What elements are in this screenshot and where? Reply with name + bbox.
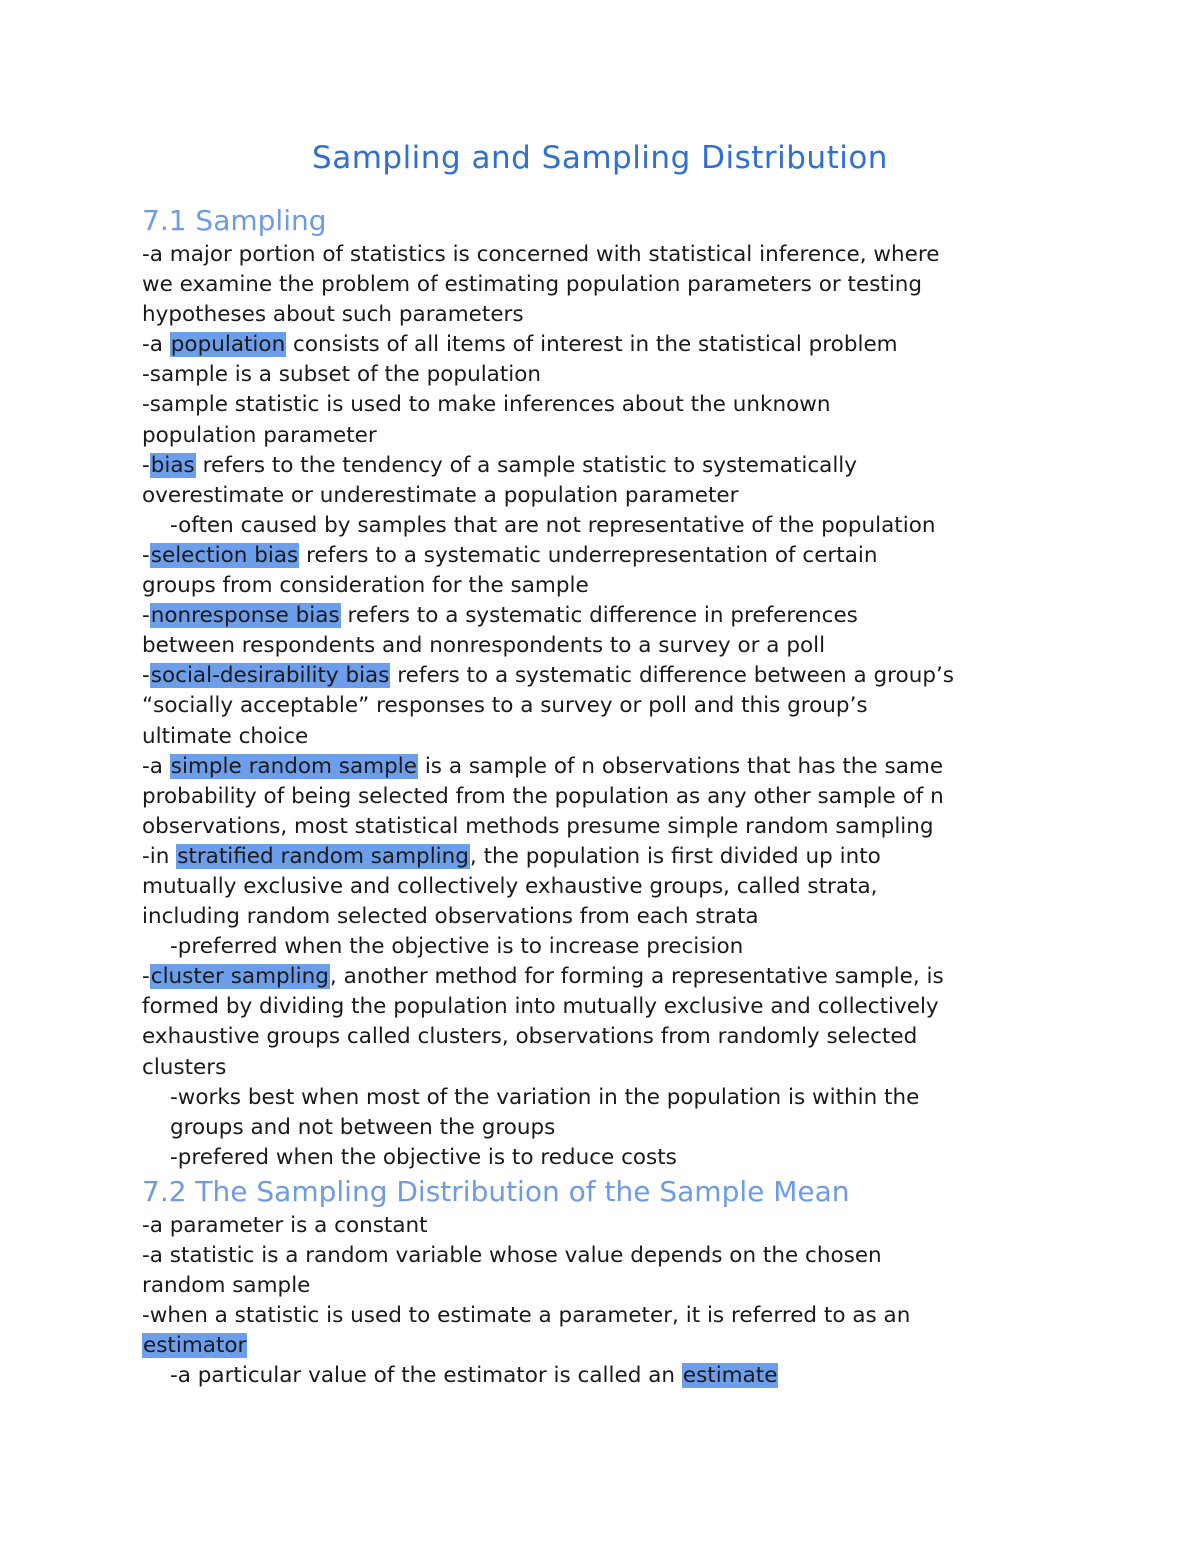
- text-line: -sample statistic is used to make inferences about the unknown: [142, 392, 831, 418]
- text-line: [142, 451, 1072, 481]
- text-line-indented: -often caused by samples that are not representative of the population: [170, 512, 936, 538]
- text-line: between respondents and nonrespondents to a survey or a poll: [142, 633, 826, 659]
- text-line: groups from consideration for the sample: [142, 573, 589, 599]
- text-line: ultimate choice: [142, 723, 309, 749]
- text-fragment: consists of all items of interest in the statistical problem: [286, 332, 898, 358]
- text-line-indented: -works best when most of the variation in the population is within the: [170, 1084, 920, 1110]
- text-line: -a parameter is a constant: [142, 1212, 428, 1238]
- text-line: clusters: [142, 1054, 227, 1080]
- text-line: exhaustive groups called clusters, observations from randomly selected: [142, 1024, 918, 1050]
- text-line: [142, 541, 1072, 571]
- text-line: hypotheses about such parameters: [142, 302, 524, 328]
- section-heading-7-1: 7.1 Sampling: [142, 204, 327, 237]
- text-line: -a statistic is a random variable whose value depends on the chosen: [142, 1243, 882, 1268]
- text-fragment: -: [142, 663, 150, 689]
- text-line-indented: groups and not between the groups: [170, 1114, 556, 1140]
- text-fragment: -in: [142, 843, 177, 869]
- text-line: observations, most statistical methods presume simple random sampling: [142, 813, 934, 839]
- document-title: Sampling and Sampling Distribution: [312, 140, 888, 176]
- highlighted-term: selection bias: [150, 542, 299, 568]
- text-line: overestimate or underestimate a population parameter: [142, 482, 739, 508]
- highlighted-term: estimate: [682, 1363, 778, 1389]
- text-fragment: -: [142, 452, 150, 478]
- text-line: probability of being selected from the population as any other sample of n: [142, 783, 944, 809]
- highlighted-term: stratified random sampling: [177, 843, 469, 869]
- highlighted-term: population: [170, 332, 286, 358]
- highlighted-term: bias: [150, 452, 195, 478]
- text-line: including random selected observations from each strata: [142, 904, 759, 930]
- text-fragment: -a: [142, 753, 170, 779]
- text-line-indented: -prefered when the objective is to reduce costs: [170, 1144, 677, 1170]
- highlighted-term: estimator: [143, 1333, 247, 1359]
- text-fragment: refers to a systematic underrepresentation of certain: [299, 542, 878, 568]
- text-line: -when a statistic is used to estimate a parameter, it is referred to as an: [142, 1303, 911, 1329]
- text-fragment: -: [142, 964, 150, 990]
- highlighted-term: cluster sampling: [150, 964, 329, 990]
- text-line: [142, 842, 1072, 872]
- text-line: “socially acceptable” responses to a survey or poll and this group’s: [142, 693, 868, 719]
- text-line: we examine the problem of estimating population parameters or testing: [142, 272, 923, 298]
- text-line: -a major portion of statistics is concerned with statistical inference, where: [142, 242, 940, 267]
- text-line: population parameter: [142, 422, 377, 448]
- text-fragment: -: [142, 542, 150, 568]
- section-heading-7-2: 7.2 The Sampling Distribution of the Sample Mean: [142, 1174, 850, 1208]
- text-fragment: refers to the tendency of a sample statistic to systematically: [195, 452, 857, 478]
- text-line: [142, 962, 1072, 992]
- text-line: [142, 661, 1072, 691]
- text-line-indented: -preferred when the objective is to increase precision: [170, 934, 744, 960]
- text-fragment: -a: [142, 332, 170, 358]
- text-line: random sample: [142, 1273, 311, 1299]
- highlighted-term: simple random sample: [170, 753, 417, 779]
- text-fragment: , another method for forming a representative sample, is: [329, 964, 944, 990]
- text-line: formed by dividing the population into mutually exclusive and collectively: [142, 994, 939, 1020]
- text-fragment: refers to a systematic difference in preferences: [340, 603, 858, 629]
- document-body: [142, 202, 1072, 1391]
- text-fragment: is a sample of n observations that has the same: [417, 753, 944, 779]
- highlighted-term: social-desirability bias: [150, 663, 390, 689]
- text-line: [142, 601, 1072, 631]
- text-fragment: -: [142, 603, 150, 629]
- text-line: -sample is a subset of the population: [142, 362, 542, 388]
- text-line: mutually exclusive and collectively exhaustive groups, called strata,: [142, 873, 878, 899]
- text-fragment: , the population is first divided up into: [469, 843, 881, 869]
- highlighted-term: nonresponse bias: [150, 603, 340, 629]
- text-line: [142, 752, 1072, 782]
- text-line-indented: [142, 1361, 1072, 1391]
- text-fragment: -a particular value of the estimator is called an: [170, 1363, 682, 1389]
- text-fragment: refers to a systematic difference between a group’s: [390, 663, 954, 689]
- text-line: [142, 1331, 1072, 1361]
- text-line: [142, 330, 1072, 360]
